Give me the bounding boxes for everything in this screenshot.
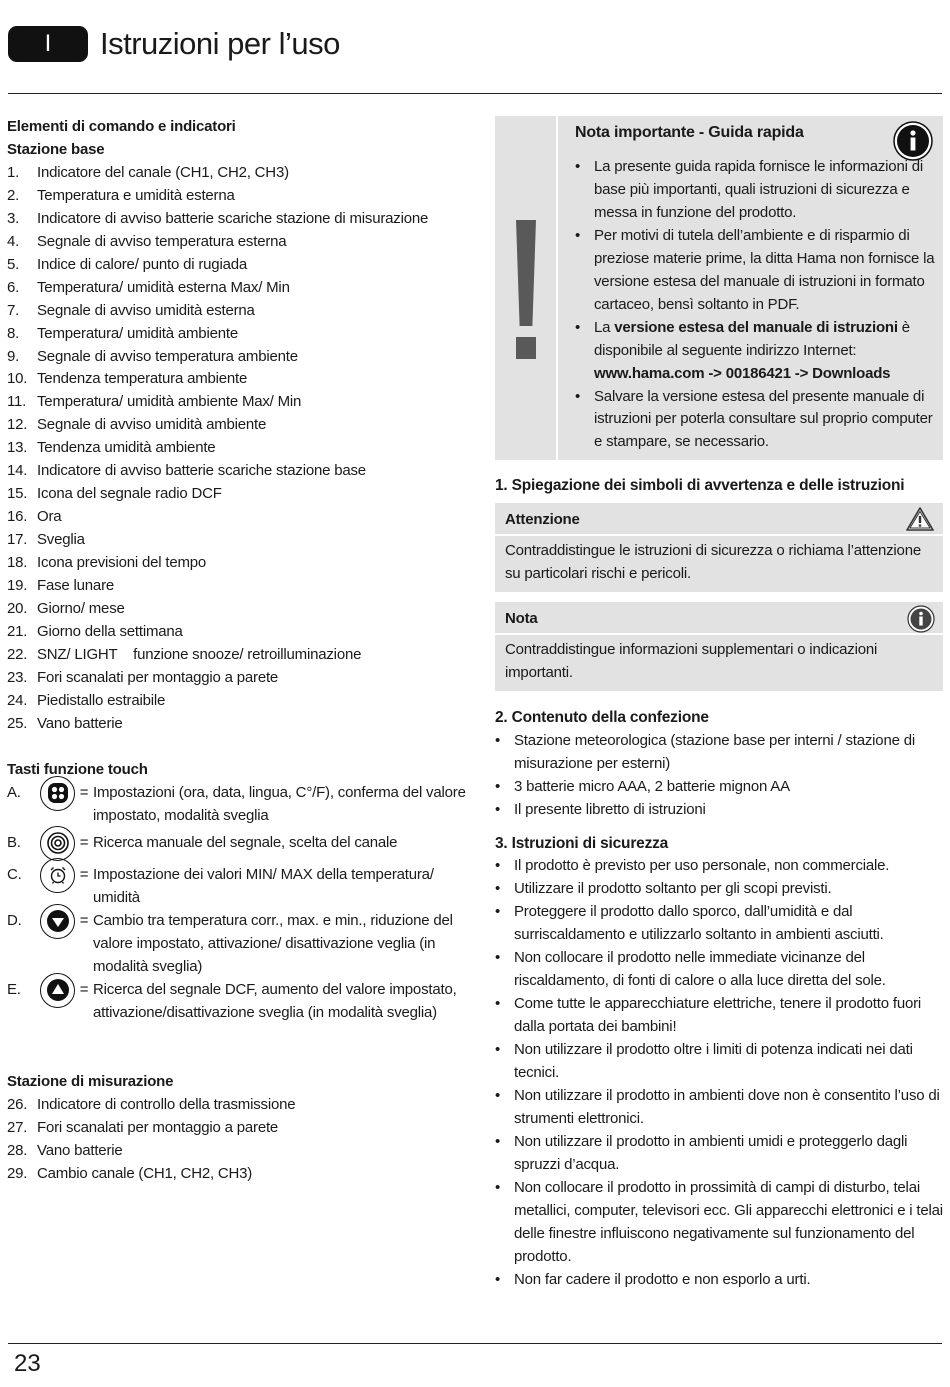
item-label: Indicatore di avviso batterie scariche stazione base xyxy=(37,462,366,480)
item-number: 5. xyxy=(7,255,20,273)
item-label: Utilizzare il prodotto soltanto per gli scopi previsti. xyxy=(514,880,832,898)
touch-key-letter: E. xyxy=(7,980,21,998)
touch-key-c xyxy=(7,864,467,910)
item-number: 9. xyxy=(7,347,20,365)
base-station-heading: Stazione base xyxy=(7,140,105,158)
list-item xyxy=(7,346,467,369)
measuring-station-list xyxy=(7,1094,467,1186)
list-item xyxy=(7,162,467,185)
measuring-station-heading: Stazione di misurazione xyxy=(7,1072,174,1090)
item-number: 28. xyxy=(7,1141,28,1159)
item-label: Segnale di avviso umidità esterna xyxy=(37,301,255,319)
item-number: 29. xyxy=(7,1164,28,1182)
item-number: 1. xyxy=(7,163,20,181)
list-item xyxy=(7,644,467,667)
equals-sign: = xyxy=(79,911,89,929)
page-header xyxy=(8,24,340,64)
item-label: Indicatore di controllo della trasmissione xyxy=(37,1095,296,1113)
item-number: 22. xyxy=(7,645,28,663)
list-item: • Salvare la versione estesa del presente manuale di istruzioni per poterla consultare sul proprio computer e stampare, se necessario. xyxy=(575,387,933,451)
item-label: Indicatore di avviso batterie scariche stazione di misurazione xyxy=(37,209,429,227)
item-number: 6. xyxy=(7,278,20,296)
item-number: 15. xyxy=(7,485,28,503)
list-item xyxy=(7,690,467,713)
item-label: Il prodotto è previsto per uso personale, non commerciale. xyxy=(514,857,890,875)
item-label: Cambio canale (CH1, CH2, CH3) xyxy=(37,1164,253,1182)
attention-text: Contraddistingue le istruzioni di sicurezza o richiama l’attenzione su particolari rischi e pericoli. xyxy=(505,541,921,582)
header-divider xyxy=(8,93,942,94)
touch-key-letter: B. xyxy=(7,833,21,851)
package-contents-list xyxy=(495,730,943,822)
left-column xyxy=(7,116,467,1185)
touch-key-description: Cambio tra temperatura corr., max. e min., riduzione del valore impostato, attivazione/ disattivazione veglia (in modalità sveglia) xyxy=(93,911,453,975)
list-item: • Il presente libretto di istruzioni xyxy=(495,799,943,822)
touch-key-e xyxy=(7,979,467,1048)
item-number: 7. xyxy=(7,301,20,319)
section-3-heading: 3. Istruzioni di sicurezza xyxy=(495,834,669,852)
item-label: Icona previsioni del tempo xyxy=(37,554,207,572)
equals-sign: = xyxy=(79,833,89,851)
touch-keys-heading: Tasti funzione touch xyxy=(7,760,148,778)
item-number: 12. xyxy=(7,416,28,434)
item-number: 2. xyxy=(7,186,20,204)
menu-four-dots-icon xyxy=(40,776,75,811)
item-number: 27. xyxy=(7,1118,28,1136)
item-label: SNZ/ LIGHT funzione snooze/ retroilluminazione xyxy=(37,645,362,663)
equals-sign: = xyxy=(79,865,89,883)
list-item xyxy=(7,552,467,575)
right-column xyxy=(495,116,943,1292)
item-label: Stazione meteorologica (stazione base per interni / stazione di misurazione per esterni) xyxy=(514,731,915,772)
list-item xyxy=(7,231,467,254)
item-label: Non utilizzare il prodotto in ambienti umidi e proteggerlo dagli spruzzi d’acqua. xyxy=(514,1132,908,1173)
item-label: Vano batterie xyxy=(37,1141,123,1159)
touch-key-letter: D. xyxy=(7,911,22,929)
item-number: 24. xyxy=(7,691,28,709)
list-item: • Stazione meteorologica (stazione base per interni / stazione di misurazione per esterni) xyxy=(495,730,943,776)
page-title: Istruzioni per l’uso xyxy=(100,26,340,61)
list-item xyxy=(7,300,467,323)
item-number: 8. xyxy=(7,324,20,342)
item-label: Vano batterie xyxy=(37,714,123,732)
list-item: • Non utilizzare il prodotto in ambienti dove non è consentito l’uso di strumenti elettronici. xyxy=(495,1085,943,1131)
item-number: 10. xyxy=(7,370,28,388)
list-item xyxy=(7,506,467,529)
base-station-list xyxy=(7,162,467,736)
touch-key-d xyxy=(7,910,467,979)
item-label: Non utilizzare il prodotto in ambienti dove non è consentito l’uso di strumenti elettronici. xyxy=(514,1087,940,1127)
list-item xyxy=(7,368,467,391)
language-badge: I xyxy=(8,26,88,62)
item-number: 21. xyxy=(7,622,28,640)
exclamation-mark-icon xyxy=(495,116,558,460)
list-item xyxy=(7,483,467,506)
touch-key-letter: C. xyxy=(7,865,22,883)
list-item xyxy=(7,391,467,414)
touch-key-b xyxy=(7,832,467,864)
list-item: • Come tutte le apparecchiature elettriche, tenere il prodotto fuori dalla portata dei bambini! xyxy=(495,993,943,1039)
safety-instructions-list xyxy=(495,855,943,1291)
list-item: • Non far cadere il prodotto e non esporlo a urti. xyxy=(495,1269,943,1292)
touch-key-description: Impostazione dei valori MIN/ MAX della temperatura/ umidità xyxy=(93,865,434,906)
item-label: Non far cadere il prodotto e non esporlo a urti. xyxy=(514,1270,811,1288)
item-label: Segnale di avviso temperatura esterna xyxy=(37,232,287,250)
touch-key-a xyxy=(7,782,467,828)
item-label: Come tutte le apparecchiature elettriche, tenere il prodotto fuori dalla portata dei bambini! xyxy=(514,995,922,1036)
triangle-up-icon xyxy=(40,973,75,1008)
item-label: Indice di calore/ punto di rugiada xyxy=(37,255,248,273)
item-number: 20. xyxy=(7,600,28,618)
download-address: www.hama.com -> 00186421 -> Downloads xyxy=(594,364,891,382)
list-item xyxy=(7,621,467,644)
item-label: Ora xyxy=(37,508,62,526)
touch-key-letter: A. xyxy=(7,783,21,801)
list-item xyxy=(7,667,467,690)
item-number: 14. xyxy=(7,462,28,480)
list-item: • Per motivi di tutela dell’ambiente e di risparmio di preziose materie prime, la ditta Hama non fornisce la versione estesa del manuale di istruzioni in formato cartaceo, bensì soltanto in PDF. xyxy=(575,226,935,313)
item-label: Il presente libretto di istruzioni xyxy=(514,800,706,818)
list-item: • Non collocare il prodotto in prossimità di campi di disturbo, telai metallici, computer, televisori ecc. Gli apparecchi elettronici e i telai delle finestre influiscono negativamente sul funzionamento del prodotto. xyxy=(495,1177,943,1269)
list-item: • Non collocare il prodotto nelle immediate vicinanze del riscaldamento, di fonti di calore o alla luce diretta del sole. xyxy=(495,947,943,993)
note-text: Contraddistingue informazioni supplementari o indicazioni importanti. xyxy=(505,640,878,681)
item-label: Segnale di avviso temperatura ambiente xyxy=(37,347,298,365)
quick-guide-notice xyxy=(495,116,943,460)
item-label: Temperatura e umidità esterna xyxy=(37,186,235,204)
page-number: 23 xyxy=(14,1350,41,1377)
item-label: Giorno della settimana xyxy=(37,622,183,640)
equals-sign: = xyxy=(79,783,89,801)
item-label: Proteggere il prodotto dallo sporco, dall’umidità e dal surriscaldamento e utilizzarlo soltanto in ambienti asciutti. xyxy=(514,903,884,944)
item-number: 11. xyxy=(7,393,27,411)
item-number: 25. xyxy=(7,714,28,732)
item-label: Indicatore del canale (CH1, CH2, CH3) xyxy=(37,163,289,181)
item-number: 17. xyxy=(7,531,28,549)
item-label: Giorno/ mese xyxy=(37,600,125,618)
list-item xyxy=(7,1140,467,1163)
triangle-down-icon xyxy=(40,904,75,939)
item-label: Fori scanalati per montaggio a parete xyxy=(37,1118,279,1136)
item-label: Temperatura/ umidità ambiente Max/ Min xyxy=(37,393,302,411)
footer-divider xyxy=(8,1343,942,1344)
item-number: 16. xyxy=(7,508,28,526)
item-label: Non collocare il prodotto nelle immediate vicinanze del riscaldamento, di fonti di calore o alla luce diretta del sole. xyxy=(514,949,886,990)
list-item xyxy=(7,575,467,598)
touch-key-description: Ricerca del segnale DCF, aumento del valore impostato, attivazione/disattivazione sveglia (in modalità sveglia) xyxy=(93,980,457,1021)
list-item xyxy=(7,277,467,300)
item-label: 3 batterie micro AAA, 2 batterie mignon AA xyxy=(514,777,790,795)
list-item: • La presente guida rapida fornisce le informazioni di base più importanti, quali istruzioni di sicurezza e messa in funzione del prodotto. xyxy=(575,158,923,221)
list-item: • Utilizzare il prodotto soltanto per gli scopi previsti. xyxy=(495,878,943,901)
section-2-heading: 2. Contenuto della confezione xyxy=(495,708,709,726)
list-item xyxy=(7,713,467,736)
item-label: Temperatura/ umidità ambiente xyxy=(37,324,238,342)
note-title: Nota xyxy=(495,602,943,635)
list-item xyxy=(7,460,467,483)
list-item: • Non utilizzare il prodotto in ambienti umidi e proteggerlo dagli spruzzi d’acqua. xyxy=(495,1131,943,1177)
quick-guide-list xyxy=(575,156,937,454)
item-label: Fori scanalati per montaggio a parete xyxy=(37,668,279,686)
list-item xyxy=(7,529,467,552)
touch-key-description: Ricerca manuale del segnale, scelta del canale xyxy=(93,833,398,851)
touch-keys-list xyxy=(7,782,467,1048)
list-item xyxy=(7,254,467,277)
attention-box xyxy=(495,503,943,592)
list-item xyxy=(7,208,467,231)
list-item: • 3 batterie micro AAA, 2 batterie mignon AA xyxy=(495,776,943,799)
item-label: Piedistallo estraibile xyxy=(37,691,166,709)
touch-key-description: Impostazioni (ora, data, lingua, C°/F), conferma del valore impostato, modalità sveglia xyxy=(93,783,466,824)
list-item: • La versione estesa del manuale di istruzioni è disponibile al seguente indirizzo Internet: www.hama.com -> 00186421 -> Downloads xyxy=(575,318,910,382)
list-item: • Proteggere il prodotto dallo sporco, dall’umidità e dal surriscaldamento e utilizzarlo soltanto in ambienti asciutti. xyxy=(495,901,943,947)
warning-triangle-icon xyxy=(905,506,935,540)
list-item: • Non utilizzare il prodotto oltre i limiti di potenza indicati nei dati tecnici. xyxy=(495,1039,943,1085)
info-icon xyxy=(907,605,935,641)
list-item xyxy=(7,1163,467,1186)
item-label: Fase lunare xyxy=(37,577,115,595)
list-item: • Il prodotto è previsto per uso personale, non commerciale. xyxy=(495,855,943,878)
equals-sign: = xyxy=(79,980,89,998)
section-1-heading: 1. Spiegazione dei simboli di avvertenza e delle istruzioni xyxy=(495,477,905,494)
item-label: Tendenza umidità ambiente xyxy=(37,439,216,457)
item-label: Segnale di avviso umidità ambiente xyxy=(37,416,267,434)
list-item xyxy=(7,185,467,208)
item-label: Sveglia xyxy=(37,531,85,549)
item-label: Temperatura/ umidità esterna Max/ Min xyxy=(37,278,290,296)
item-label: Tendenza temperatura ambiente xyxy=(37,370,248,388)
list-item xyxy=(7,414,467,437)
quick-guide-title: Nota importante - Guida rapida xyxy=(575,124,804,141)
note-box xyxy=(495,602,943,691)
item-number: 3. xyxy=(7,209,20,227)
item-label: Non collocare il prodotto in prossimità di campi di disturbo, telai metallici, computer, televisori ecc. Gli apparecchi elettronici e i telai delle finestre influiscono negativamente sul funzionamento del prodotto. xyxy=(514,1178,943,1265)
alarm-clock-icon xyxy=(40,858,75,893)
item-number: 18. xyxy=(7,554,28,572)
list-item xyxy=(7,437,467,460)
signal-rings-icon xyxy=(40,826,75,861)
list-item xyxy=(7,1094,467,1117)
item-number: 23. xyxy=(7,668,28,686)
list-item xyxy=(7,323,467,346)
attention-title: Attenzione xyxy=(495,503,943,536)
controls-heading: Elementi di comando e indicatori xyxy=(7,118,236,135)
list-item xyxy=(7,598,467,621)
item-number: 26. xyxy=(7,1095,28,1113)
item-label: Non utilizzare il prodotto oltre i limiti di potenza indicati nei dati tecnici. xyxy=(514,1041,913,1082)
list-item xyxy=(7,1117,467,1140)
item-number: 19. xyxy=(7,577,28,595)
item-number: 4. xyxy=(7,232,20,250)
item-number: 13. xyxy=(7,439,28,457)
item-label: Icona del segnale radio DCF xyxy=(37,485,222,503)
